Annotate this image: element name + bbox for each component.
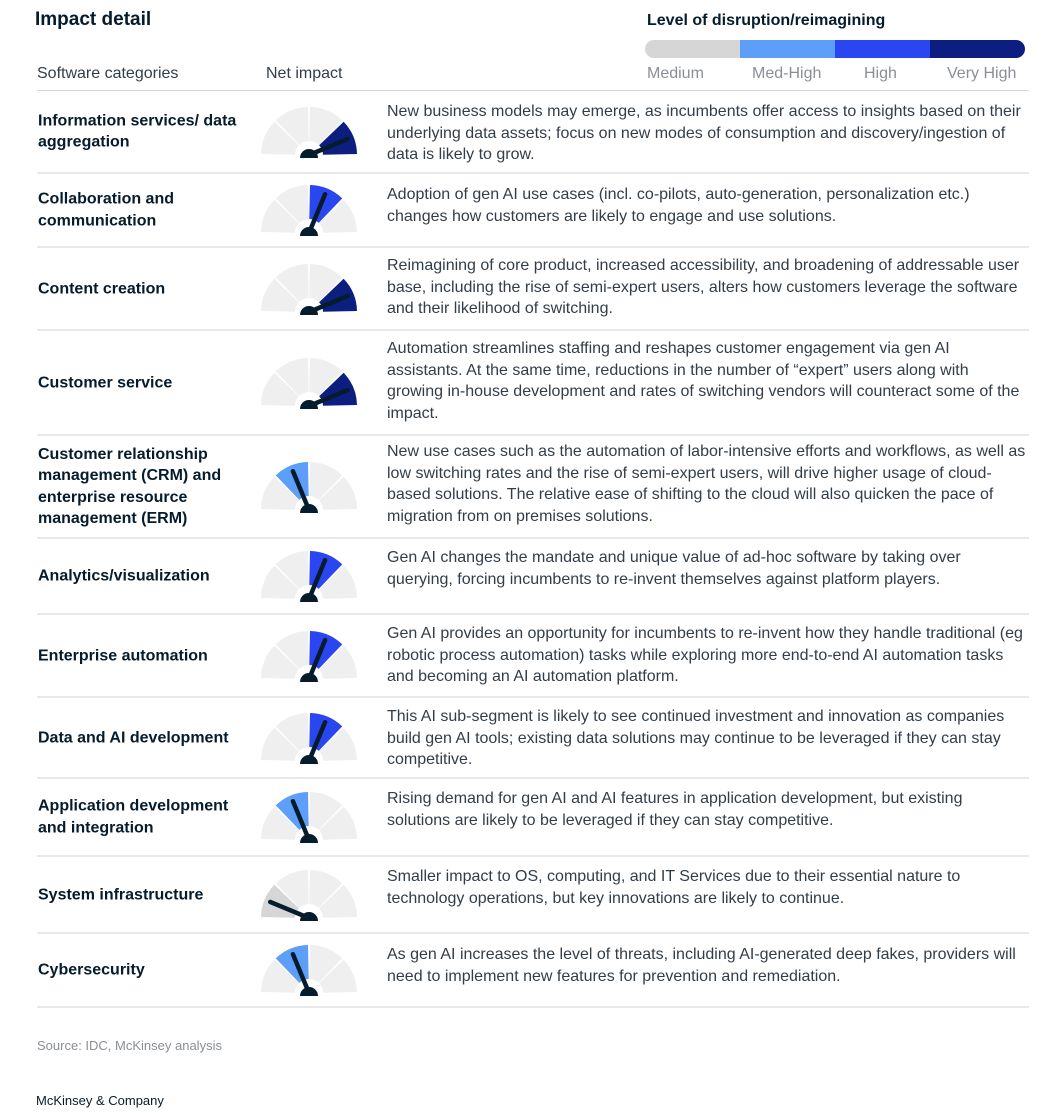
legend-label-very-high: Very High xyxy=(947,65,1017,82)
page-title: Impact detail xyxy=(35,9,152,30)
row-category: Customer service xyxy=(38,373,173,391)
impact-gauge-icon xyxy=(259,629,359,683)
impact-gauge-icon xyxy=(259,549,359,603)
impact-gauge-icon xyxy=(259,460,359,514)
table-row xyxy=(37,436,1029,539)
impact-gauge-icon xyxy=(259,711,359,765)
impact-table xyxy=(37,91,1029,1008)
table-row xyxy=(37,698,1029,779)
legend-swatch-very-high xyxy=(930,40,1025,58)
row-category: Enterprise automation xyxy=(38,646,208,664)
row-category: Application development and integration xyxy=(38,797,229,836)
table-row xyxy=(37,539,1029,615)
row-category: Customer relationship management (CRM) and enterprise resource management (ERM) xyxy=(38,445,222,527)
impact-gauge-icon xyxy=(259,356,359,410)
table-row xyxy=(37,615,1029,698)
impact-gauge-icon xyxy=(259,943,359,997)
impact-gauge-icon xyxy=(259,183,359,237)
impact-gauge-icon xyxy=(259,790,359,844)
impact-gauge-icon xyxy=(259,262,359,316)
row-description: Gen AI provides an opportunity for incumbents to re-invent how they handle traditional (eg robotic process automation) tasks while exploring more end-to-end AI automation tasks and becoming an AI automation platform. xyxy=(387,625,1023,685)
legend-label-medium: Medium xyxy=(647,65,704,82)
legend-title: Level of disruption/reimagining xyxy=(647,12,886,29)
row-category: System infrastructure xyxy=(38,885,204,903)
table-row xyxy=(37,331,1029,436)
row-description: Gen AI changes the mandate and unique value of ad-hoc software by taking over querying, forcing incumbents to re-invent themselves against platform players. xyxy=(387,549,961,588)
source-note: Source: IDC, McKinsey analysis xyxy=(37,1038,222,1053)
gauge-hub xyxy=(300,227,318,236)
brand-footer: McKinsey & Company xyxy=(36,1093,164,1108)
table-row xyxy=(37,779,1029,857)
table-row xyxy=(37,248,1029,331)
row-description: Smaller impact to OS, computing, and IT Services due to their essential nature to technology operations, but key innovations are likely to continue. xyxy=(387,868,961,907)
column-header-impact: Net impact xyxy=(266,65,343,82)
row-description: Automation streamlines staffing and reshapes customer engagement via gen AI assistants. At the same time, reductions in the number of “expert” users along with growing in-house development and rates of switching vendors will counteract some of the impact. xyxy=(387,340,1020,422)
gauge-hub xyxy=(300,673,318,682)
row-category: Collaboration and communication xyxy=(38,190,174,229)
gauge-hub xyxy=(300,755,318,764)
row-description: Reimagining of core product, increased accessibility, and broadening of addressable user base, including the rise of semi-expert users, alters how customers leverage the software and their likelihood of switching. xyxy=(387,257,1020,317)
legend-swatch-high xyxy=(835,40,930,58)
legend-swatch-medium xyxy=(645,40,740,58)
row-description: Rising demand for gen AI and AI features in application development, but existing solutions are likely to be leveraged if they can stay competitive. xyxy=(387,790,963,829)
legend-swatch-med-high xyxy=(740,40,835,58)
row-category: Cybersecurity xyxy=(38,961,145,979)
impact-gauge-icon xyxy=(259,105,359,159)
row-category: Data and AI development xyxy=(38,728,229,746)
legend-label-high: High xyxy=(864,65,897,82)
row-category: Information services/ data aggregation xyxy=(38,112,237,151)
table-row xyxy=(37,91,1029,174)
table-row xyxy=(37,934,1029,1008)
row-description: New use cases such as the automation of labor-intensive efforts and workflows, as well as low switching rates and the rise of semi-expert users, will drive higher usage of cloud-based solutions. The relative ease of shifting to the cloud will also quicken the pace of migration from on premises solutions. xyxy=(387,443,1026,525)
gauge-hub xyxy=(300,504,318,513)
gauge-hub xyxy=(300,987,318,996)
row-description: This AI sub-segment is likely to see continued investment and innovation as companies build gen AI tools; existing data solutions may continue to be leveraged if they can stay competitive. xyxy=(387,708,1005,768)
row-description: New business models may emerge, as incumbents offer access to insights based on their underlying data assets; focus on new modes of consumption and discovery/ingestion of data is likely to grow. xyxy=(387,103,1021,163)
table-row xyxy=(37,174,1029,248)
legend-labels xyxy=(645,65,1030,85)
row-description: Adoption of gen AI use cases (incl. co-pilots, auto-generation, personalization etc.) changes how customers are likely to engage and use solutions. xyxy=(387,186,970,225)
impact-gauge-icon xyxy=(259,868,359,922)
gauge-hub xyxy=(300,834,318,843)
legend-label-med-high: Med-High xyxy=(752,65,822,82)
column-header-category: Software categories xyxy=(37,65,179,82)
gauge-hub xyxy=(300,593,318,602)
legend-color-bar xyxy=(645,40,1025,58)
row-description: As gen AI increases the level of threats, including AI-generated deep fakes, providers will need to implement new features for prevention and remediation. xyxy=(387,946,1016,985)
row-category: Content creation xyxy=(38,279,166,297)
table-row xyxy=(37,857,1029,934)
row-category: Analytics/visualization xyxy=(38,567,210,585)
